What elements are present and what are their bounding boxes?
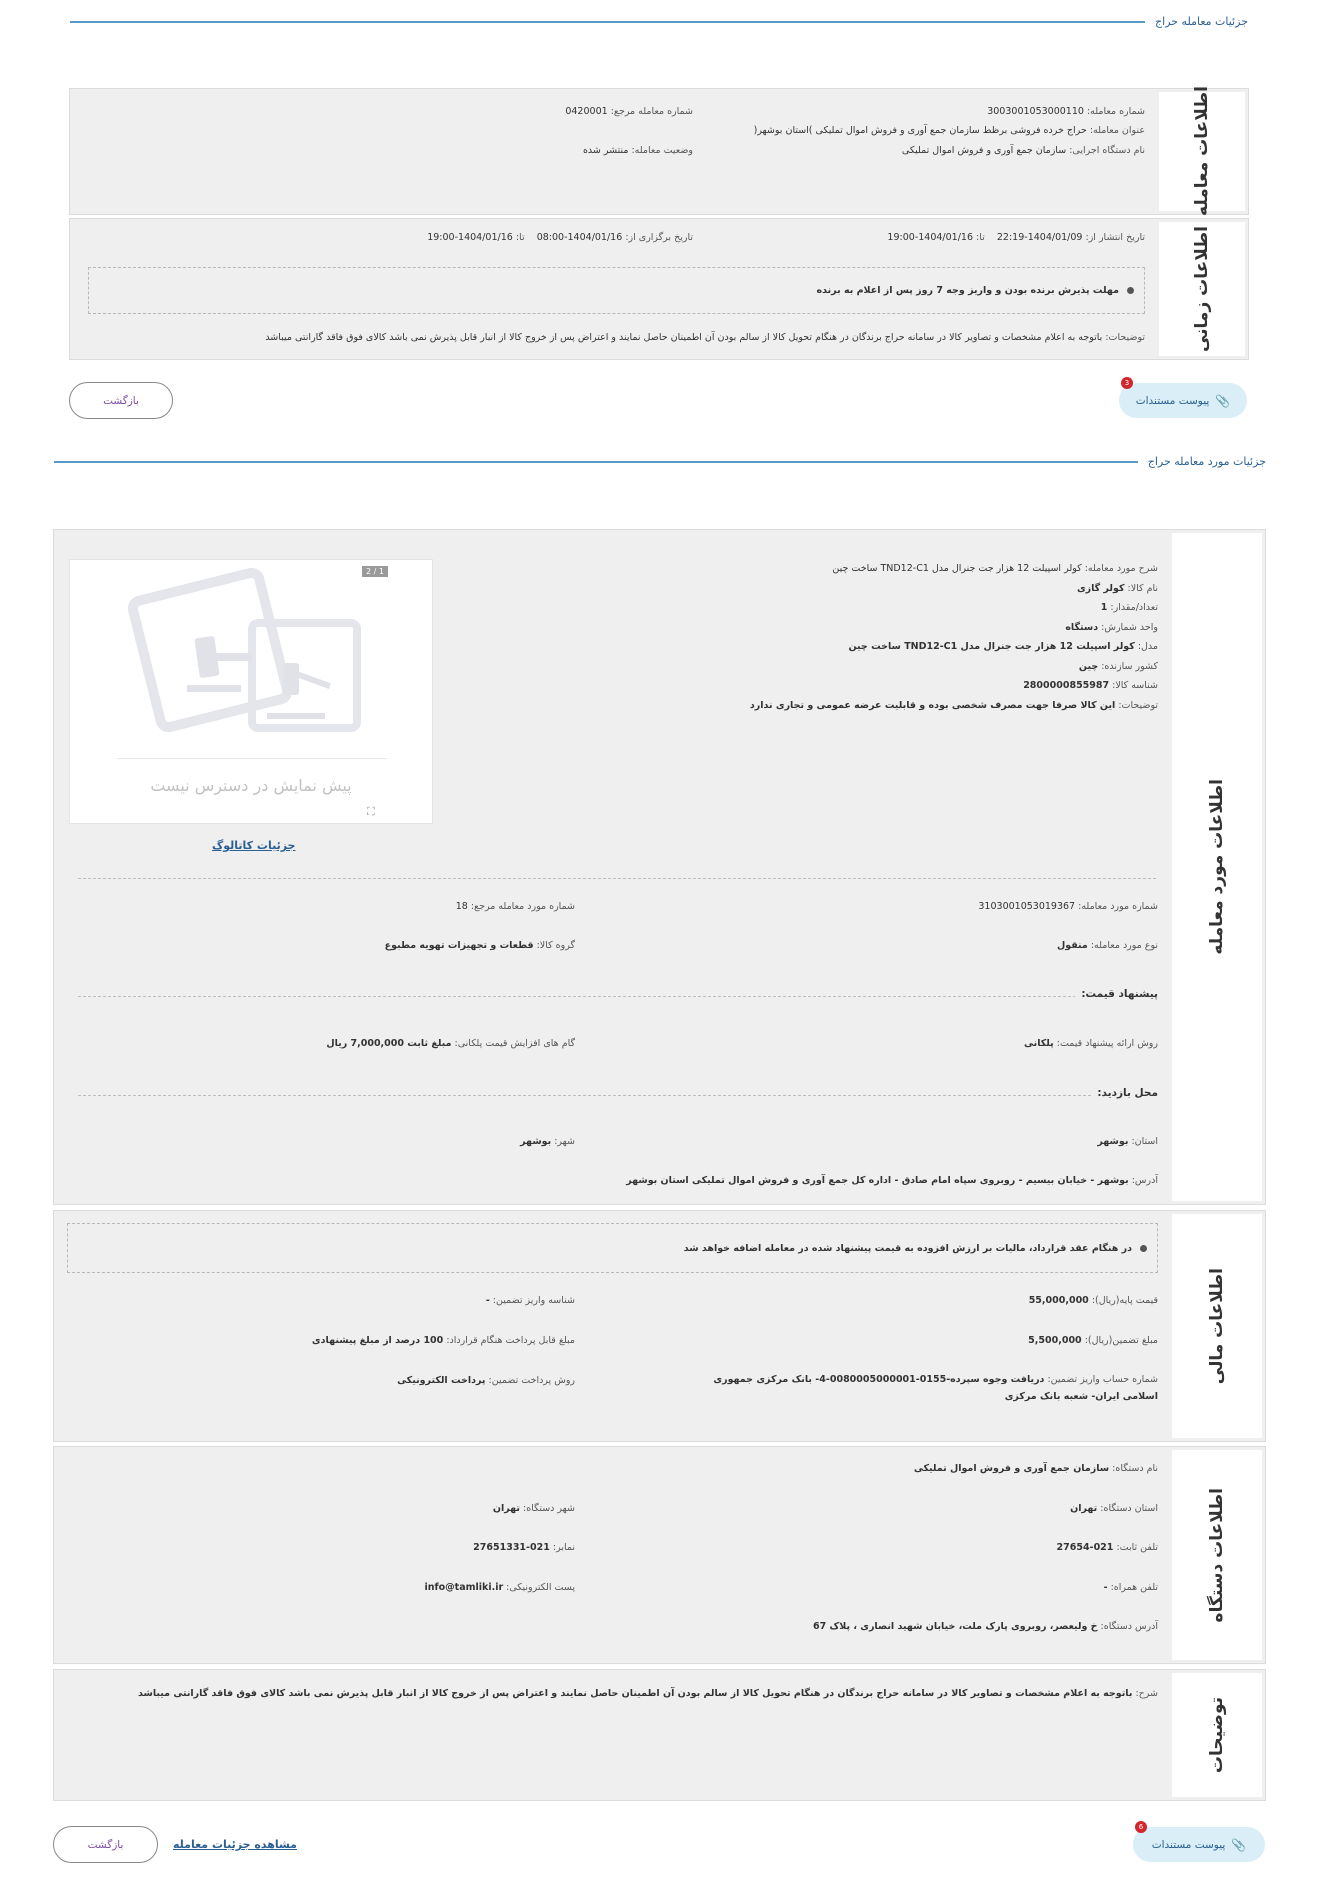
pay-method: روش پرداخت تضمین: پرداخت الکترونیکی [397, 1375, 575, 1386]
attach-label: پیوست مستندات [1135, 394, 1210, 407]
expand-icon[interactable]: ⛶ [367, 805, 375, 818]
base-price: قیمت پایه(ریال): 55,000,000 [1028, 1295, 1158, 1306]
agency-province: استان دستگاه: تهران [1070, 1503, 1158, 1514]
item-info-panel [53, 529, 1266, 1205]
back-button[interactable]: بازگشت [69, 382, 173, 419]
notice-text: مهلت پذیرش برنده بودن و واریز وجه 7 روز پس از اعلام به برنده [816, 285, 1119, 296]
notes-desc: شرح: باتوجه به اعلام مشخصات و تصاویر کالا در سامانه حراج برندگان در هنگام تحویل کالا از سالم بودن آن اطمینان حاصل نمایند و اعتراض پس از خروج کالا از انبار قابل پذیرش نمی باشد کالای فوق فاقد گارانتی میباشد [138, 1688, 1158, 1699]
time-info-side [1156, 219, 1248, 359]
hold-date: تاریخ برگزاری از: 1404/01/16-08:00 تا: 1404/01/16-19:00 [427, 232, 693, 243]
agency-email: پست الکترونیکی: info@tamliki.ir [424, 1582, 575, 1593]
notes-panel [53, 1669, 1266, 1801]
section-divider [54, 461, 1138, 463]
catalog-details-link[interactable]: جزئیات کاتالوگ [212, 839, 296, 852]
model: مدل: کولر اسپیلت 12 هزار جت جنرال مدل TND12-C1 ساخت چین [848, 641, 1158, 652]
publish-date: تاریخ انتشار از: 1404/01/09-22:19 تا: 1404/01/16-19:00 [887, 232, 1145, 243]
notice-text: در هنگام عقد قرارداد، مالیات بر ارزش افزوده به قیمت پیشنهاد شده در معامله اضافه خواهد شد [683, 1242, 1132, 1254]
section-divider [70, 21, 1145, 23]
price-heading: پیشنهاد قیمت: [1075, 988, 1158, 1000]
ref-item-number: شماره مورد معامله مرجع: 18 [455, 901, 575, 912]
price-method: روش ارائه پیشنهاد قیمت: پلکانی [1024, 1038, 1158, 1049]
attach-docs-button[interactable] [1119, 379, 1247, 418]
agency-mobile: تلفن همراه: - [1103, 1582, 1158, 1593]
section-title-deal [70, 15, 1248, 28]
bullet-icon [1127, 287, 1134, 294]
item-type: نوع مورد معامله: منقول [1057, 940, 1158, 951]
side-title: اطلاعات مورد معامله [1207, 779, 1227, 955]
paperclip-icon: 📎 [1231, 1837, 1247, 1852]
item-info-side [1169, 530, 1265, 1204]
contract-payment: مبلغ قابل پرداخت هنگام قرارداد: 100 درصد از مبلغ پیشنهادی [311, 1335, 575, 1346]
section-title-text: جزئیات مورد معامله حراج [1147, 455, 1266, 468]
agency-address: آدرس دستگاه: خ ولیعصر، روبروی پارک ملت، خیابان شهید انصاری ، پلاک 67 [812, 1621, 1158, 1632]
side-title: اطلاعات معامله [1192, 86, 1212, 217]
divider-dashed [78, 996, 1156, 997]
deal-status: وضعیت معامله: منتشر شده [582, 145, 693, 156]
divider-dashed [78, 878, 1156, 879]
side-title: اطلاعات مالی [1207, 1267, 1227, 1385]
section-title-text: جزئیات معامله حراج [1155, 15, 1248, 28]
guarantee-amount: مبلغ تضمین(ریال): 5,500,000 [1028, 1335, 1158, 1346]
vat-notice [67, 1223, 1158, 1273]
finance-panel [53, 1210, 1266, 1442]
agency-city: شهر دستگاه: تهران [492, 1503, 575, 1514]
city: شهر: بوشهر [520, 1136, 575, 1147]
guarantee-account: شماره حساب واریز تضمین: دریافت وجوه سپرده-0155-0080005000001-4- بانک مرکزی جمهوری اسلامی ایران- شعبه بانک مرکزی [713, 1374, 1158, 1402]
section-title-item [54, 455, 1266, 468]
attach-count-badge: 3 [1121, 377, 1133, 389]
item-desc: شرح مورد معامله: کولر اسپیلت 12 هزار جت جنرال مدل TND12-C1 ساخت چین [832, 563, 1158, 574]
agency-phone: تلفن ثابت: 021-27654 [1056, 1542, 1158, 1553]
side-title: اطلاعات دستگاه [1207, 1487, 1227, 1623]
agency-fax: نمابر: 021-27651331 [473, 1542, 575, 1553]
attach-label: پیوست مستندات [1151, 1838, 1226, 1851]
gavel-placeholder-icon [117, 565, 387, 745]
deal-number: شماره معامله: 3003001053000110 [987, 106, 1145, 117]
finance-side [1169, 1211, 1265, 1441]
visit-address: آدرس: بوشهر - خیابان بیسیم - روبروی سپاه امام صادق - اداره کل جمع آوری و فروش اموال تملیکی استان بوشهر [626, 1175, 1158, 1186]
ref-number: شماره معامله مرجع: 0420001 [565, 106, 693, 117]
executor: نام دستگاه اجرایی: سازمان جمع آوری و فروش اموال تملیکی [901, 145, 1145, 156]
agency-name: نام دستگاه: سازمان جمع آوری و فروش اموال تملیکی [913, 1463, 1158, 1474]
price-step: گام های افزایش قیمت پلکانی: مبلغ ثابت 7,000,000 ریال [326, 1038, 575, 1049]
province: استان: بوشهر [1097, 1136, 1158, 1147]
paperclip-icon: 📎 [1215, 393, 1231, 408]
divider-dashed [78, 1095, 1156, 1096]
item-number: شماره مورد معامله: 3103001053019367 [978, 901, 1158, 912]
no-preview-text: پیش نمایش در دسترس نیست [150, 776, 352, 795]
deal-info-panel [69, 88, 1249, 215]
view-deal-details-link[interactable]: مشاهده جزئیات معامله [173, 1838, 297, 1851]
agency-side [1169, 1447, 1265, 1663]
visit-heading: محل بازدید: [1091, 1087, 1158, 1099]
side-title: اطلاعات زمانی [1192, 225, 1212, 353]
quantity: تعداد/مقدار: 1 [1100, 602, 1158, 613]
winner-notice [88, 267, 1145, 314]
notes-side [1169, 1670, 1265, 1800]
image-preview[interactable] [69, 559, 433, 824]
deposit-id: شناسه واریز تضمین: - [485, 1295, 575, 1306]
goods-group: گروه کالا: قطعات و تجهیزات تهویه مطبوع [384, 940, 575, 951]
attach-docs-button[interactable] [1133, 1823, 1265, 1862]
attach-count-badge: 6 [1135, 1821, 1147, 1833]
time-info-panel [69, 218, 1249, 360]
deal-info-side [1156, 86, 1248, 217]
image-counter: 1 / 2 [362, 566, 388, 577]
country: کشور سازنده: چین [1078, 661, 1158, 672]
bullet-icon [1140, 1245, 1147, 1252]
side-title: توضیحات [1207, 1696, 1227, 1774]
preview-divider [117, 758, 387, 759]
agency-panel [53, 1446, 1266, 1664]
goods-id: شناسه کالا: 2800000855987 [1023, 680, 1158, 691]
deal-title: عنوان معامله: حراج خرده فروشی برظط سازمان جمع آوری و فروش اموال تملیکی )استان بوشهر( [753, 125, 1145, 136]
unit: واحد شمارش: دستگاه [1065, 622, 1158, 633]
time-desc: توضیحات: باتوجه به اعلام مشخصات و تصاویر کالا در سامانه حراج برندگان در هنگام تحویل کالا از سالم بودن آن اطمینان حاصل نمایند و اعتراض پس از خروج کالا از انبار قابل پذیرش نمی باشد کالای فوق فاقد گارانتی میباشد [265, 332, 1145, 343]
item-notes: توضیحات: این کالا صرفا جهت مصرف شخصی بوده و قابلیت عرضه عمومی و تجاری ندارد [749, 700, 1158, 711]
goods-name: نام کالا: کولر گازی [1076, 583, 1158, 594]
back-button[interactable]: بازگشت [53, 1826, 158, 1863]
